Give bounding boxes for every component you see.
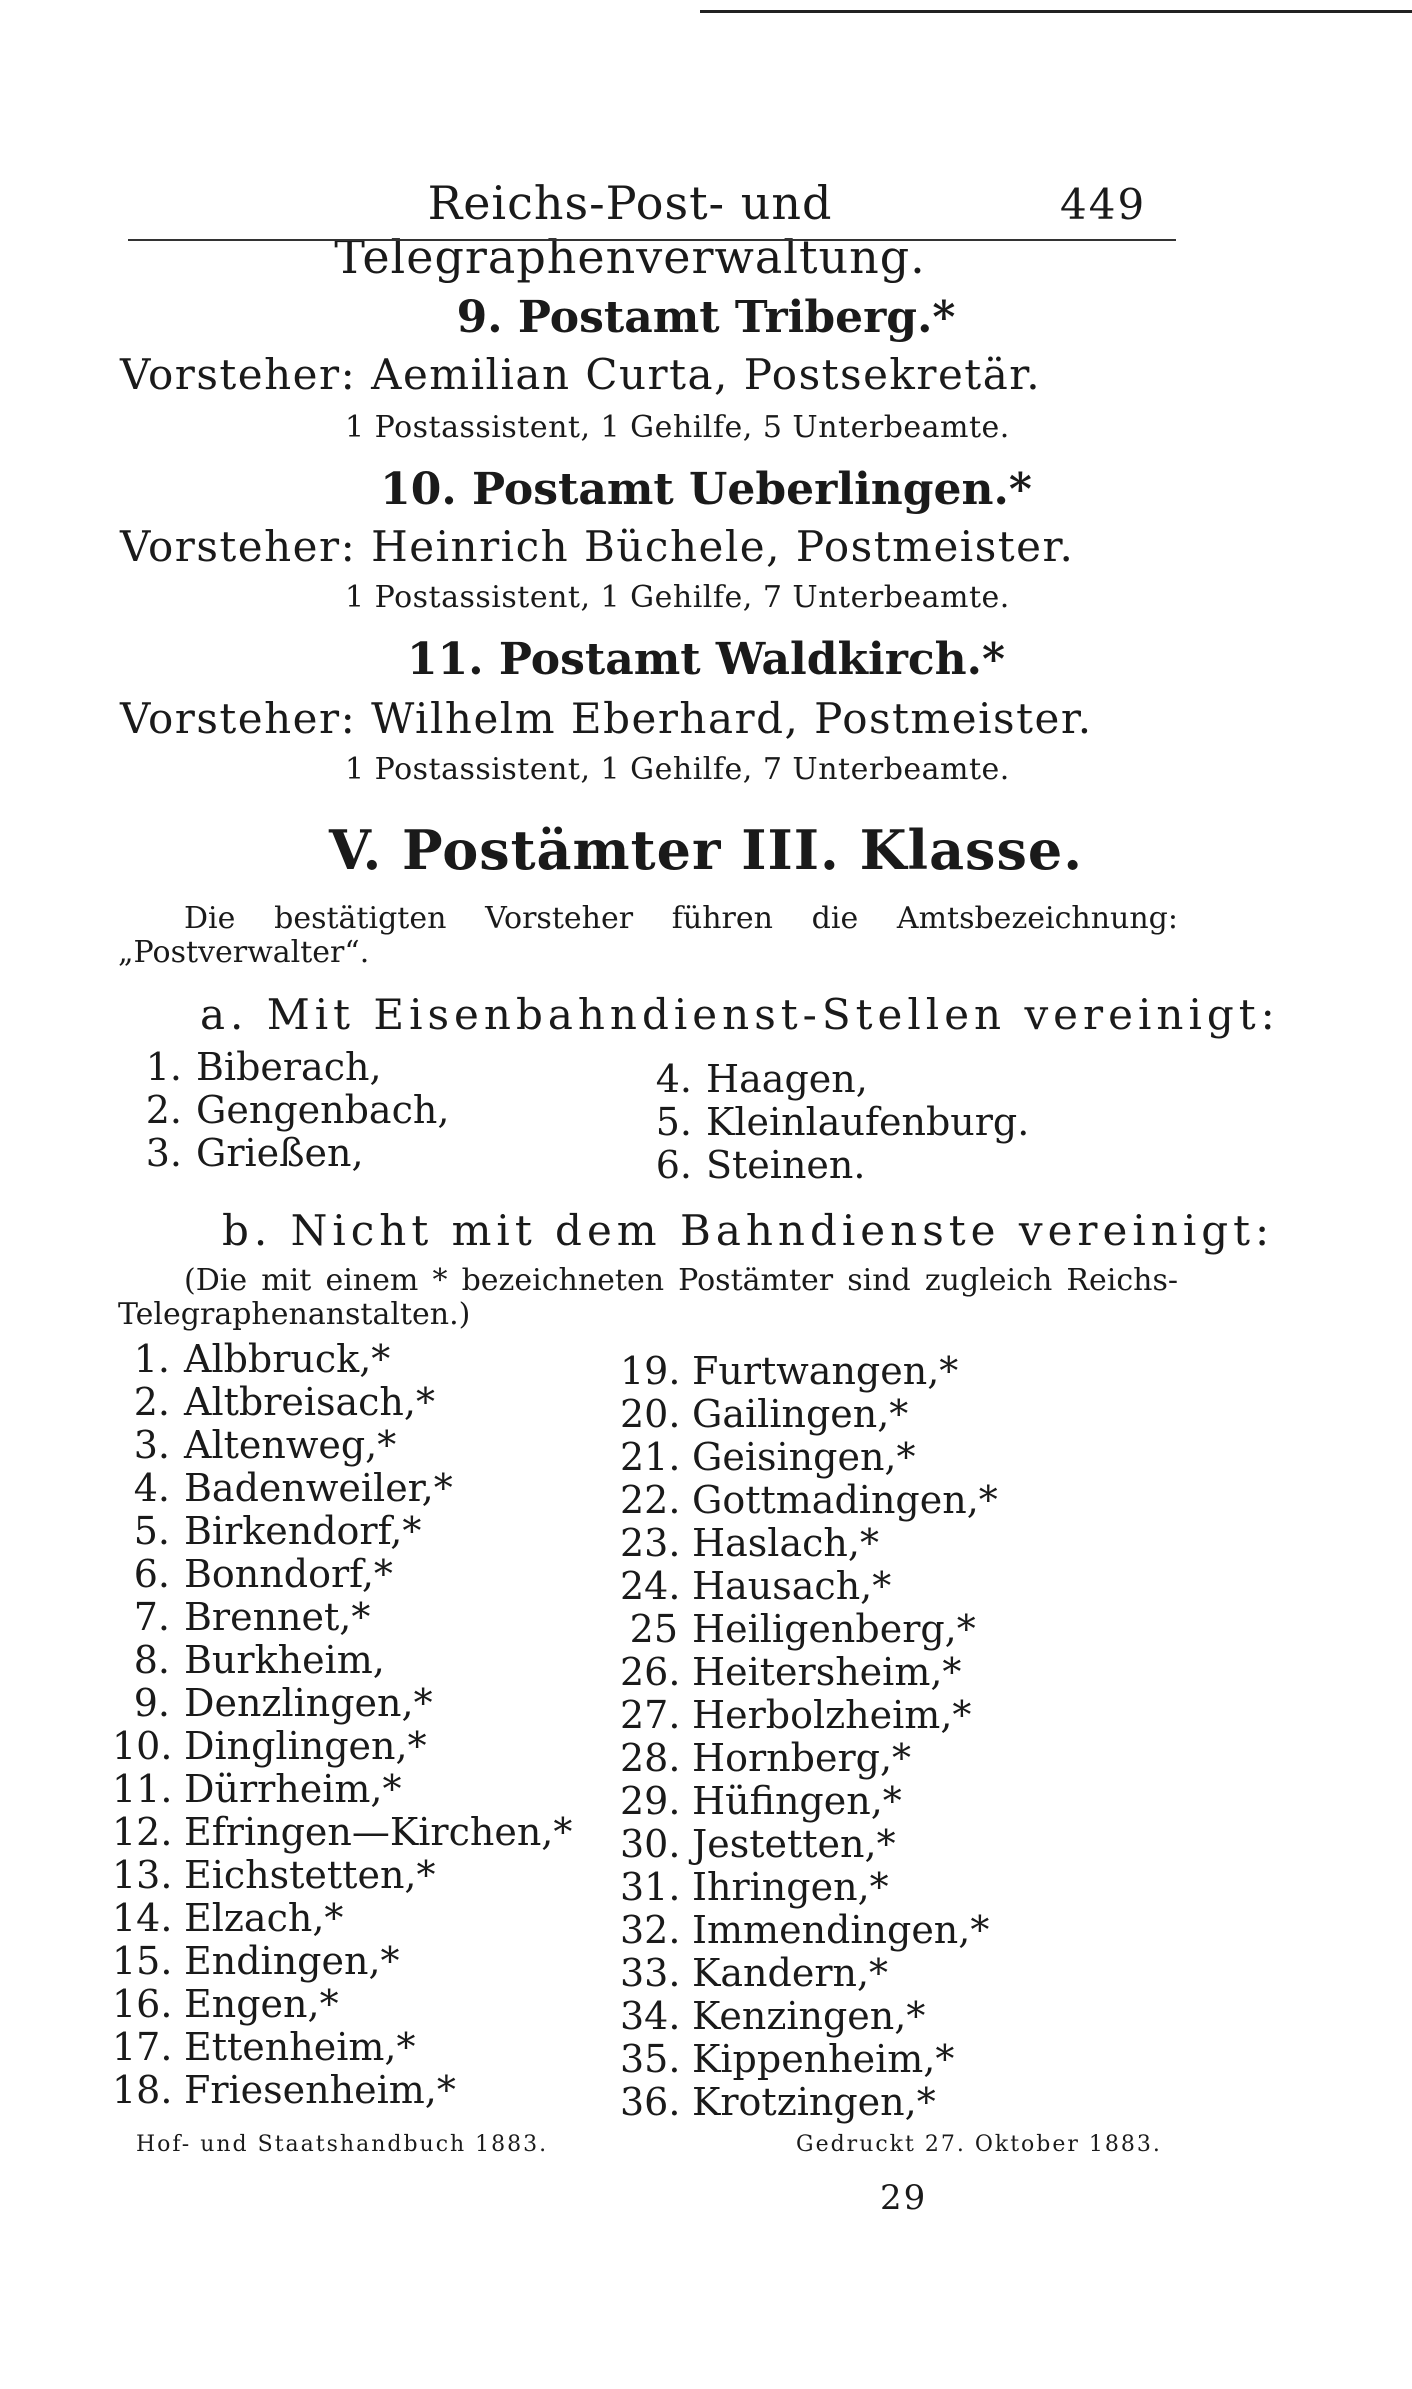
item-name: Friesenheim,* bbox=[184, 2068, 456, 2112]
item-name: Badenweiler,* bbox=[184, 1466, 453, 1510]
item-number: 35. bbox=[620, 2037, 681, 2081]
item-number: 22. bbox=[620, 1478, 681, 1522]
item-number: 2. bbox=[145, 1088, 182, 1132]
item-number: 34. bbox=[620, 1994, 681, 2038]
item-number: 26. bbox=[620, 1650, 681, 1694]
item-number: 4. bbox=[655, 1057, 692, 1101]
item-name: Albbruck,* bbox=[184, 1337, 391, 1381]
item-name: Haagen, bbox=[706, 1057, 868, 1101]
office-staff-ueberlingen: 1 Postassistent, 1 Gehilfe, 7 Unterbeamte. bbox=[345, 580, 1010, 615]
item-number: 3. bbox=[133, 1423, 170, 1467]
item-number: 27. bbox=[620, 1693, 681, 1737]
item-name: Birkendorf,* bbox=[184, 1509, 422, 1553]
item-number: 6. bbox=[133, 1552, 170, 1596]
item-number: 12. bbox=[112, 1810, 173, 1854]
item-number: 7. bbox=[133, 1595, 170, 1639]
item-name: Gottmadingen,* bbox=[692, 1478, 998, 1522]
item-name: Ettenheim,* bbox=[184, 2025, 416, 2069]
item-name: Brennet,* bbox=[184, 1595, 371, 1639]
list-item bbox=[620, 1565, 998, 1608]
list-item bbox=[620, 1909, 998, 1952]
item-number: 23. bbox=[620, 1521, 681, 1565]
item-name: Jestetten,* bbox=[692, 1822, 896, 1866]
item-name: Immendingen,* bbox=[692, 1908, 990, 1952]
item-number: 30. bbox=[620, 1822, 681, 1866]
item-number: 10. bbox=[112, 1724, 173, 1768]
item-name: Kippenheim,* bbox=[692, 2037, 955, 2081]
item-name: Heitersheim,* bbox=[692, 1650, 962, 1694]
item-name: Hüfingen,* bbox=[692, 1779, 902, 1823]
item-number: 3. bbox=[145, 1131, 182, 1175]
item-number: 4. bbox=[133, 1466, 170, 1510]
item-name: Kleinlaufenburg. bbox=[706, 1100, 1030, 1144]
list-item bbox=[620, 1436, 998, 1479]
page-number: 449 bbox=[1060, 180, 1147, 229]
item-name: Steinen. bbox=[706, 1143, 866, 1187]
running-header-title: Reichs-Post- und Telegraphenverwaltung. bbox=[334, 176, 926, 284]
item-name: Gailingen,* bbox=[692, 1392, 909, 1436]
item-name: Kandern,* bbox=[692, 1951, 889, 1995]
item-number: 36. bbox=[620, 2080, 681, 2124]
item-number: 31. bbox=[620, 1865, 681, 1909]
list-item bbox=[112, 1596, 572, 1639]
item-name: Endingen,* bbox=[184, 1939, 400, 1983]
item-number: 8. bbox=[133, 1638, 170, 1682]
list-item bbox=[112, 1338, 572, 1381]
list-item bbox=[112, 2069, 572, 2112]
list-item bbox=[112, 1854, 572, 1897]
list-item bbox=[112, 1424, 572, 1467]
item-name: Grießen, bbox=[196, 1131, 364, 1175]
office-head-waldkirch: Vorsteher: Wilhelm Eberhard, Postmeister. bbox=[120, 694, 1093, 743]
list-item bbox=[620, 1737, 998, 1780]
item-number: 15. bbox=[112, 1939, 173, 1983]
item-name: Bonndorf,* bbox=[184, 1552, 393, 1596]
item-name: Altbreisach,* bbox=[184, 1380, 435, 1424]
list-item bbox=[110, 1132, 449, 1175]
list-item bbox=[112, 1682, 572, 1725]
item-number: 24. bbox=[620, 1564, 681, 1608]
printer-signature: 29 bbox=[880, 2178, 928, 2218]
item-number: 1. bbox=[145, 1045, 182, 1089]
header-rule bbox=[128, 239, 1176, 241]
item-name: Krotzingen,* bbox=[692, 2080, 936, 2124]
list-item bbox=[112, 1553, 572, 1596]
item-number: 2. bbox=[133, 1380, 170, 1424]
list-item bbox=[112, 1811, 572, 1854]
list-item bbox=[620, 1952, 998, 1995]
item-name: Furtwangen,* bbox=[692, 1349, 959, 1393]
item-number: 21. bbox=[620, 1435, 681, 1479]
list-item bbox=[112, 1510, 572, 1553]
item-number: 32. bbox=[620, 1908, 681, 1952]
list-item bbox=[620, 1479, 998, 1522]
item-name: Elzach,* bbox=[184, 1896, 344, 1940]
item-number: 16. bbox=[112, 1982, 173, 2026]
footer-right: Gedruckt 27. Oktober 1883. bbox=[796, 2132, 1162, 2157]
section-title: V. Postämter III. Klasse. bbox=[328, 818, 1084, 882]
item-name: Dürrheim,* bbox=[184, 1767, 402, 1811]
item-name: Kenzingen,* bbox=[692, 1994, 926, 2038]
item-number: 28. bbox=[620, 1736, 681, 1780]
office-title-ueberlingen: 10. Postamt Ueberlingen.* bbox=[380, 464, 1032, 515]
list-item bbox=[112, 1768, 572, 1811]
item-name: Geisingen,* bbox=[692, 1435, 916, 1479]
item-number: 13. bbox=[112, 1853, 173, 1897]
top-edge-rule bbox=[700, 10, 1412, 13]
item-name: Altenweg,* bbox=[184, 1423, 397, 1467]
list-item bbox=[620, 1823, 998, 1866]
office-head-triberg: Vorsteher: Aemilian Curta, Postsekretär. bbox=[120, 350, 1042, 399]
item-number: 5. bbox=[655, 1100, 692, 1144]
subsection-b-left-list bbox=[112, 1338, 572, 2112]
item-number: 1. bbox=[133, 1337, 170, 1381]
list-item bbox=[620, 1522, 998, 1565]
item-number: 11. bbox=[112, 1767, 173, 1811]
list-item bbox=[620, 1694, 998, 1737]
list-item bbox=[620, 2081, 998, 2124]
item-number: 18. bbox=[112, 2068, 173, 2112]
subsection-b-title: b. Nicht mit dem Bahndienste vereinigt: bbox=[222, 1206, 1275, 1255]
item-number: 25 bbox=[629, 1607, 678, 1651]
list-item bbox=[620, 1780, 998, 1823]
item-name: Engen,* bbox=[184, 1982, 339, 2026]
item-name: Heiligenberg,* bbox=[692, 1607, 976, 1651]
item-number: 29. bbox=[620, 1779, 681, 1823]
footer-left: Hof- und Staatshandbuch 1883. bbox=[136, 2132, 549, 2157]
item-number: 5. bbox=[133, 1509, 170, 1553]
item-name: Dinglingen,* bbox=[184, 1724, 427, 1768]
item-number: 19. bbox=[620, 1349, 681, 1393]
office-title-triberg: 9. Postamt Triberg.* bbox=[456, 292, 956, 343]
item-name: Eichstetten,* bbox=[184, 1853, 436, 1897]
list-item bbox=[620, 1350, 998, 1393]
list-item bbox=[620, 1866, 998, 1909]
section-note: Die bestätigten Vorsteher führen die Amtsbezeichnung: „Postverwalter“. bbox=[118, 901, 1178, 970]
item-name: Gengenbach, bbox=[196, 1088, 450, 1132]
list-item bbox=[620, 2038, 998, 2081]
list-item bbox=[620, 1995, 998, 2038]
subsection-a-title: a. Mit Eisenbahndienst-Stellen vereinigt: bbox=[200, 990, 1280, 1039]
list-item bbox=[110, 1089, 449, 1132]
office-staff-triberg: 1 Postassistent, 1 Gehilfe, 5 Unterbeamte. bbox=[345, 410, 1010, 445]
subsection-a-right-list bbox=[620, 1058, 1029, 1187]
office-staff-waldkirch: 1 Postassistent, 1 Gehilfe, 7 Unterbeamte. bbox=[345, 752, 1010, 787]
item-number: 17. bbox=[112, 2025, 173, 2069]
list-item bbox=[620, 1608, 998, 1651]
item-name: Ihringen,* bbox=[692, 1865, 889, 1909]
item-name: Hausach,* bbox=[692, 1564, 892, 1608]
subsection-b-right-list bbox=[620, 1350, 998, 2124]
item-name: Biberach, bbox=[196, 1045, 382, 1089]
list-item bbox=[112, 2026, 572, 2069]
item-number: 14. bbox=[112, 1896, 173, 1940]
item-number: 6. bbox=[655, 1143, 692, 1187]
subsection-a-left-list bbox=[110, 1046, 449, 1175]
item-name: Efringen—Kirchen,* bbox=[184, 1810, 573, 1854]
item-name: Hornberg,* bbox=[692, 1736, 912, 1780]
list-item bbox=[620, 1651, 998, 1694]
list-item bbox=[112, 1940, 572, 1983]
list-item bbox=[112, 1639, 572, 1682]
subsection-b-note: (Die mit einem * bezeichneten Postämter sind zugleich Reichs-Telegraphenanstalten.) bbox=[118, 1263, 1178, 1332]
list-item bbox=[112, 1725, 572, 1768]
list-item bbox=[620, 1393, 998, 1436]
office-title-waldkirch: 11. Postamt Waldkirch.* bbox=[407, 634, 1005, 685]
item-name: Burkheim, bbox=[184, 1638, 385, 1682]
item-number: 9. bbox=[133, 1681, 170, 1725]
list-item bbox=[620, 1101, 1029, 1144]
office-head-ueberlingen: Vorsteher: Heinrich Büchele, Postmeister. bbox=[120, 522, 1075, 571]
list-item bbox=[112, 1381, 572, 1424]
item-name: Denzlingen,* bbox=[184, 1681, 433, 1725]
list-item bbox=[620, 1144, 1029, 1187]
item-name: Herbolzheim,* bbox=[692, 1693, 972, 1737]
list-item bbox=[112, 1983, 572, 2026]
item-number: 33. bbox=[620, 1951, 681, 1995]
item-name: Haslach,* bbox=[692, 1521, 879, 1565]
list-item bbox=[112, 1467, 572, 1510]
item-number: 20. bbox=[620, 1392, 681, 1436]
list-item bbox=[112, 1897, 572, 1940]
list-item bbox=[110, 1046, 449, 1089]
list-item bbox=[620, 1058, 1029, 1101]
